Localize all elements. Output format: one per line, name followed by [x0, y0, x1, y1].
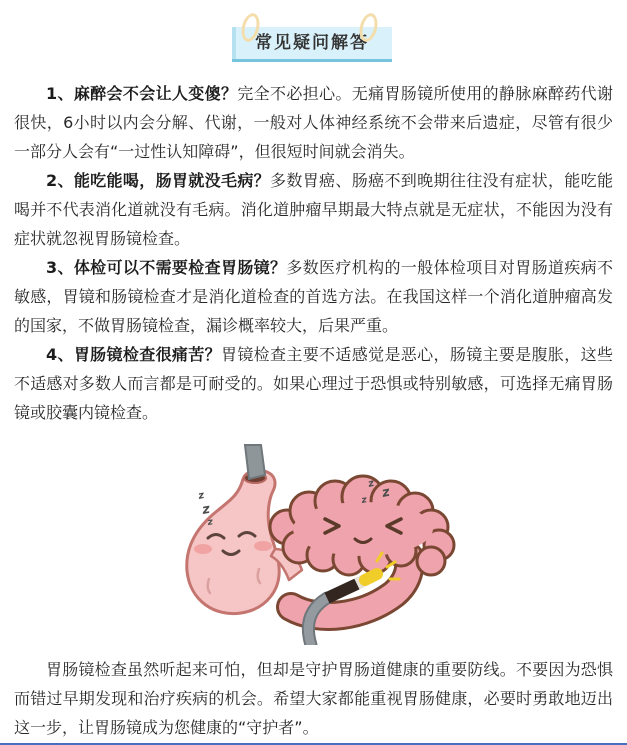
sleeping-stomach: [186, 445, 278, 614]
faq-question-4: 4、胃肠镜检查很痛苦？: [46, 345, 221, 364]
faq-paragraph-1: [14, 79, 613, 166]
section-title: 常见疑问解答: [255, 33, 369, 53]
svg-text:z: z: [200, 501, 211, 518]
illustration: [0, 439, 627, 645]
faq-paragraph-4: [14, 340, 613, 427]
faq-answer-1: 完全不必担心。无痛胃肠镜所使用的静脉麻醉药代谢很快，6小时以内会分解、代谢，一般对人体神经系统不会带来后遗症，尽管有很少一部分人会有“一过性认知障碍”，但很短时间就会消失。: [14, 84, 613, 161]
svg-text:z: z: [366, 477, 375, 490]
faq-answer-4: 胃镜检查主要不适感觉是恶心，肠镜主要是腹胀，这些不适感对多数人而言都是可耐受的。如果心理过于恐惧或特别敏感，可选择无痛胃肠镜或胶囊内镜检查。: [14, 345, 613, 422]
closing-text: 胃肠镜检查虽然听起来可怕，但却是守护胃肠道健康的重要防线。不要因为恐惧而错过早期发现和治疗疾病的机会。希望大家都能重视胃肠健康，必要时勇敢地迈出这一步，让胃肠镜成为您健康的“守护者”。: [14, 660, 613, 737]
gastroscope-tube-icon: [245, 445, 265, 479]
faq-paragraph-3: [14, 253, 613, 340]
faq-paragraph-2: [14, 166, 613, 253]
svg-text:z: z: [380, 484, 391, 501]
faq-section: [14, 79, 613, 427]
faq-question-2: 2、能吃能喝，肠胃就没毛病？: [46, 171, 271, 190]
faq-answer-2: 多数胃癌、肠癌不到晚期往往没有症状，能吃能喝并不代表消化道就没有毛病。消化道肿瘤早期最大特点就是无症状，不能因为没有症状就忽视胃肠镜检查。: [14, 171, 613, 248]
svg-text:z: z: [360, 495, 368, 506]
stomach-intestine-cartoon-image: [159, 439, 469, 645]
svg-text:z: z: [196, 489, 205, 502]
faq-question-3: 3、体检可以不需要检查胃肠镜？: [46, 258, 287, 277]
faq-answer-3: 多数医疗机构的一般体检项目对胃肠道疾病不敏感，胃镜和肠镜检查才是消化道检查的首选方法。在我国这样一个消化道肿瘤高发的国家，不做胃肠镜检查，漏诊概率较大，后果严重。: [14, 258, 613, 335]
closing-paragraph: [14, 655, 613, 742]
svg-text:z: z: [206, 517, 214, 528]
faq-question-1: 1、麻醉会不会让人变傻？: [46, 84, 238, 103]
section-header: [0, 0, 627, 62]
